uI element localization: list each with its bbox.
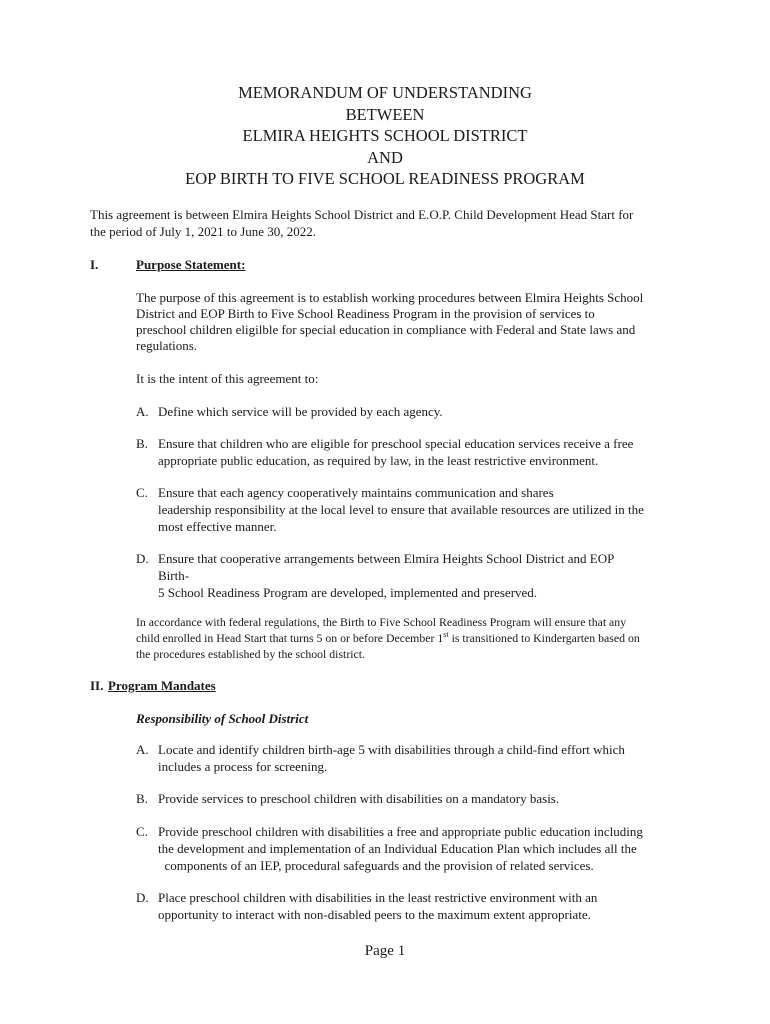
item-letter: C. [136, 485, 148, 500]
federal-line-2-text: child enrolled in Head Start that turns 5 on or before December 1 [136, 631, 444, 645]
item-letter: D. [136, 551, 149, 566]
item-text: Birth- [158, 568, 190, 583]
item-text: Provide services to preschool children with disabilities on a mandatory basis. [158, 791, 560, 806]
item-text: Provide preschool children with disabilities a free and appropriate public education including [158, 824, 643, 839]
purpose-line-1: The purpose of this agreement is to establish working procedures between Elmira Heights School [136, 290, 644, 305]
purpose-line-2: District and EOP Birth to Five School Readiness Program in the provision of services to [136, 306, 595, 321]
title-line-4: AND [367, 147, 403, 167]
section-2-heading: Program Mandates [108, 678, 216, 693]
ordinal-suffix: st [443, 630, 449, 640]
page-number: Page 1 [364, 943, 406, 959]
item-text: Ensure that cooperative arrangements between Elmira Heights School District and EOP [158, 551, 615, 566]
item-text: includes a process for screening. [158, 759, 328, 774]
title-line-3: ELMIRA HEIGHTS SCHOOL DISTRICT [242, 126, 528, 145]
federal-line-2 [136, 630, 640, 647]
item-text: leadership responsibility at the local level to ensure that available resources are utilized in the [158, 502, 644, 517]
title-line-1: MEMORANDUM OF UNDERSTANDING [238, 83, 532, 102]
federal-line-2-rest: is transitioned to Kindergarten based on [448, 631, 640, 645]
federal-line-1: In accordance with federal regulations, the Birth to Five School Readiness Program will ensure that any [136, 615, 627, 629]
item-text: Ensure that each agency cooperatively maintains communication and shares [158, 485, 554, 500]
intro-line-1: This agreement is between Elmira Heights School District and E.O.P. Child Development Head Start for [90, 207, 634, 222]
item-text: Place preschool children with disabilities in the least restrictive environment with an [158, 890, 598, 905]
section-1-heading: Purpose Statement: [136, 257, 246, 272]
section-2-number: II. [90, 678, 104, 693]
item-text: the development and implementation of an Individual Education Plan which includes all the [158, 841, 637, 856]
item-text: 5 School Readiness Program are developed, implemented and preserved. [158, 585, 538, 600]
item-text: Define which service will be provided by each agency. [158, 404, 443, 419]
item-letter: A. [136, 742, 149, 757]
item-letter: A. [136, 404, 149, 419]
item-letter: C. [136, 824, 148, 839]
item-letter: B. [136, 791, 148, 806]
title-line-2: BETWEEN [345, 104, 425, 124]
purpose-line-3: preschool children eligilble for special education in compliance with Federal and State laws and [136, 322, 636, 337]
item-letter: B. [136, 436, 148, 451]
intro-line-2: the period of July 1, 2021 to June 30, 2022. [90, 224, 317, 239]
section-2-subheading: Responsibility of School District [136, 711, 309, 726]
item-text: appropriate public education, as required by law, in the least restrictive environment. [158, 453, 599, 468]
intent-text: It is the intent of this agreement to: [136, 371, 319, 386]
document-title [0, 82, 770, 190]
title-line-5: EOP BIRTH TO FIVE SCHOOL READINESS PROGRAM [185, 169, 585, 188]
federal-line-3: the procedures established by the school district. [136, 647, 365, 661]
item-text: Locate and identify children birth-age 5 with disabilities through a child-find effort which [158, 742, 625, 757]
section-1-number: I. [90, 257, 99, 272]
item-letter: D. [136, 890, 149, 905]
item-text: most effective manner. [158, 519, 277, 534]
item-text: components of an IEP, procedural safeguards and the provision of related services. [158, 858, 594, 873]
item-text: opportunity to interact with non-disabled peers to the maximum extent appropriate. [158, 907, 591, 922]
purpose-line-4: regulations. [136, 338, 198, 353]
item-text: Ensure that children who are eligible for preschool special education services receive a free [158, 436, 634, 451]
